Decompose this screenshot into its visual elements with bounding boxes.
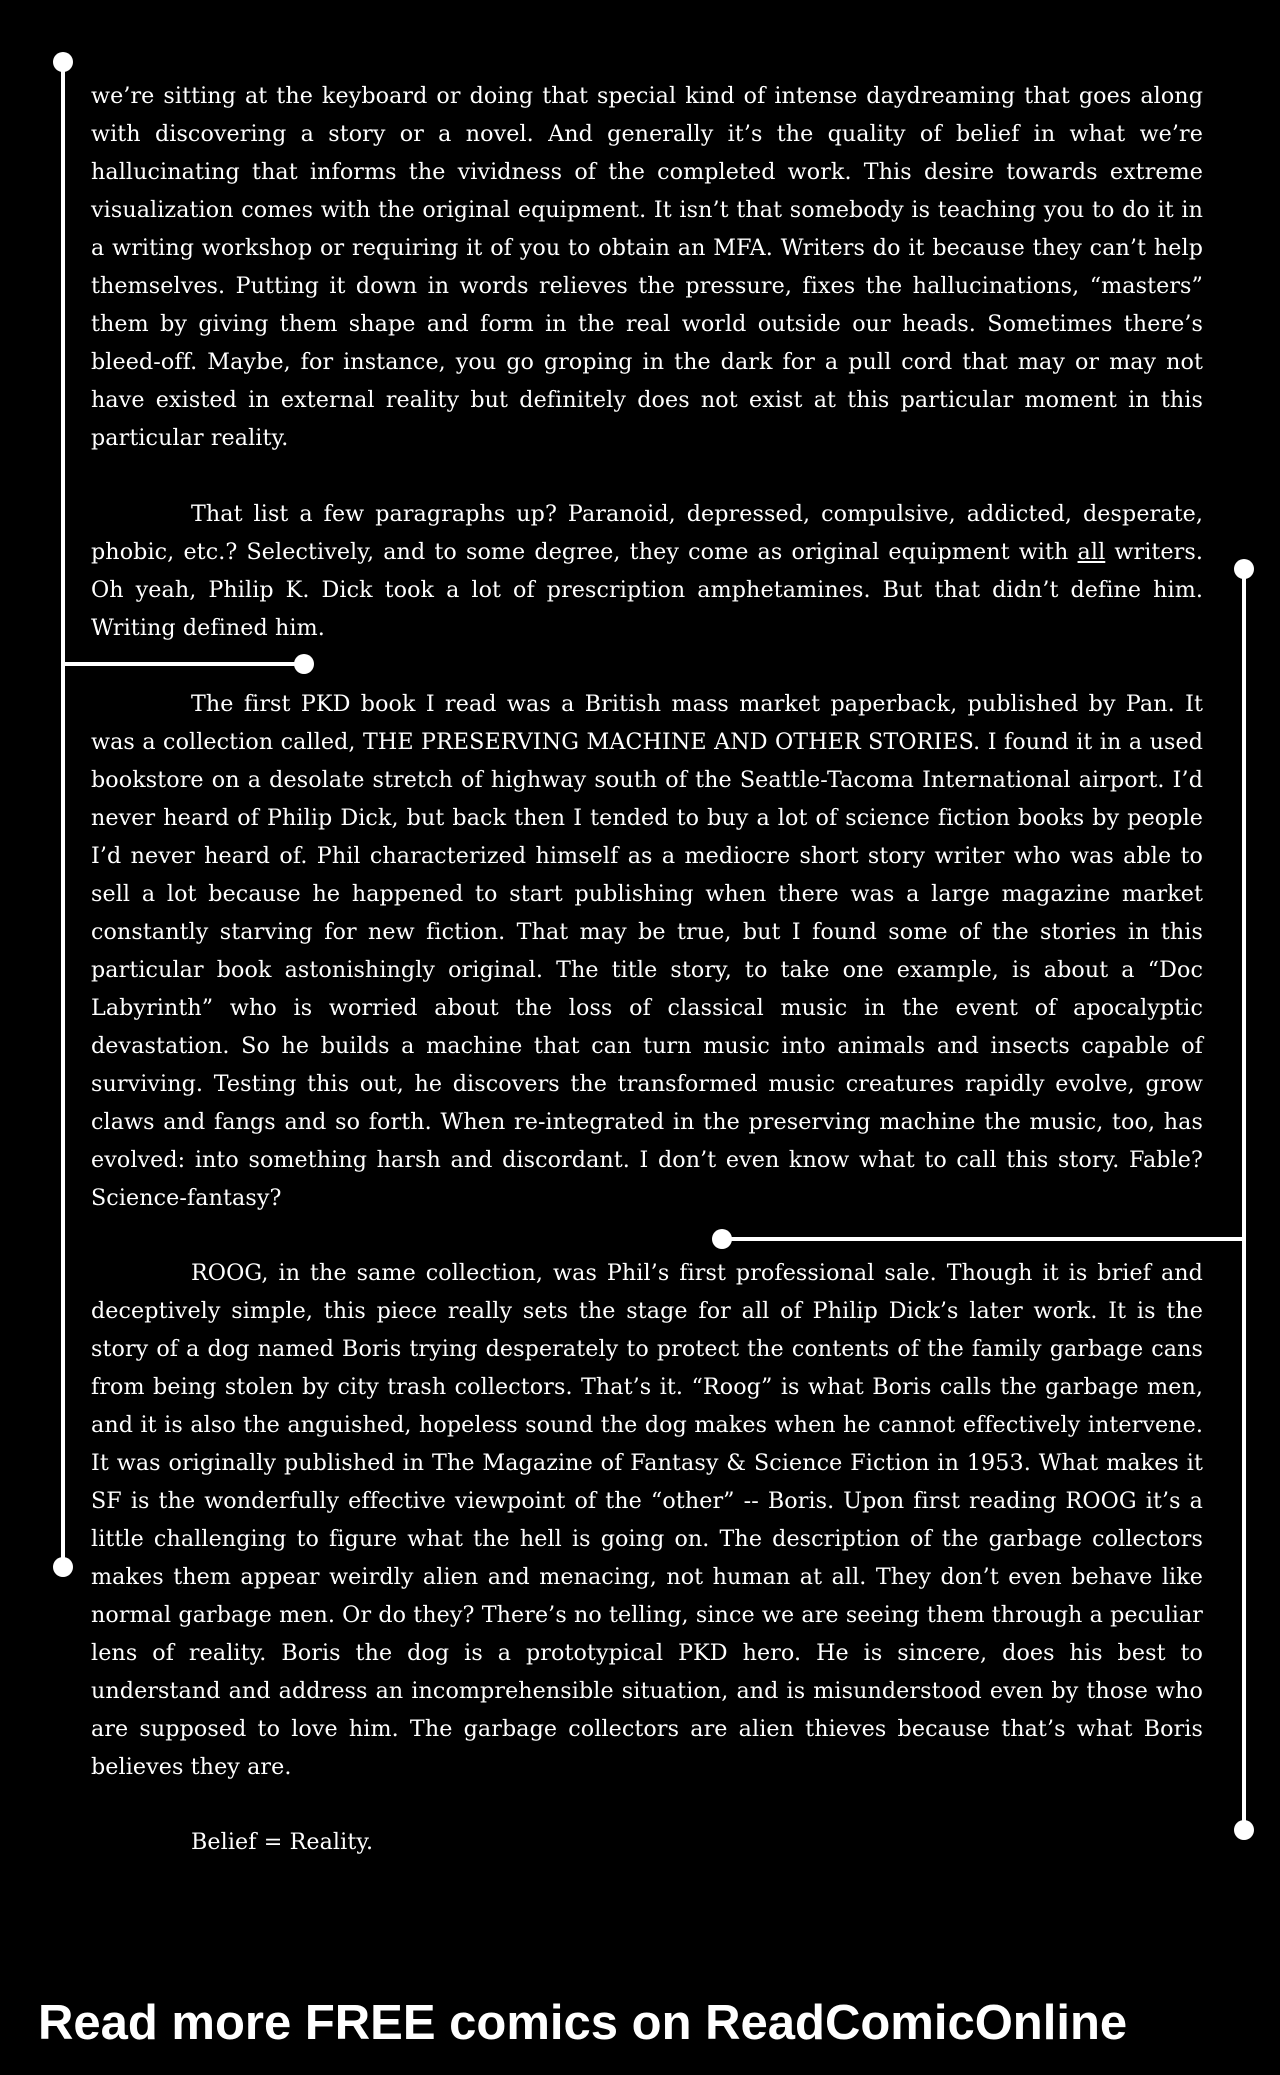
paragraph-2-after: writers. Oh yeah, Philip K. Dick took a lot of prescription amphetamines. But that didn’t define him. Writing defined him. [91,539,1203,641]
paragraph-1: we’re sitting at the keyboard or doing that special kind of intense daydreaming that goes along with discovering a story or a novel. And generally it’s the quality of belief in what we’re hallucinating that informs the vividness of the completed work. This desire towards extreme visualization comes with the original equipment. It isn’t that somebody is teaching you to do it in a writing workshop or requiring it of you to obtain an MFA. Writers do it because they can’t help themselves. Putting it down in words relieves the pressure, fixes the hallucinations, “masters” them by giving them shape and form in the real world outside our heads. Sometimes there’s bleed-off. Maybe, for instance, you go groping in the dark for a pull cord that may or may not have existed in external reality but definitely does not exist at this particular moment in this particular reality. [91,83,1203,451]
paragraph-3: The first PKD book I read was a British mass market paperback, published by Pan. It was a collection called, THE PRESERVING MACHINE AND OTHER STORIES. I found it in a used bookstore on a desolate stretch of highway south of the Seattle-Tacoma International airport. I’d never heard of Philip Dick, but back then I tended to buy a lot of science fiction books by people I’d never heard of. Phil characterized himself as a mediocre short story writer who was able to sell a lot because he happened to start publishing when there was a large magazine market constantly starving for new fiction. That may be true, but I found some of the stories in this particular book astonishingly original. The title story, to take one example, is about a “Doc Labyrinth” who is worried about the loss of classical music in the event of apocalyptic devastation. So he builds a machine that can turn music into animals and insects capable of surviving. Testing this out, he discovers the transformed music creatures rapidly evolve, grow claws and fangs and so forth. When re-integrated in the preserving machine the music, too, has evolved: into something harsh and discordant. I don’t even know what to call this story. Fable? Science-fantasy? [91,691,1203,1211]
paragraph-2-before: That list a few paragraphs up? Paranoid, depressed, compulsive, addicted, desperate, phobic, etc.? Selectively, and to some degree, they come as original equipment with [91,501,1203,565]
paragraph-4: ROOG, in the same collection, was Phil’s first professional sale. Though it is brief and deceptively simple, this piece really sets the stage for all of Philip Dick’s later work. It is the story of a dog named Boris trying desperately to protect the contents of the family garbage cans from being stolen by city trash collectors. That’s it. “Roog” is what Boris calls the garbage men, and it is also the anguished, hopeless sound the dog makes when he cannot effectively intervene. It was originally published in The Magazine of Fantasy & Science Fiction in 1953. What makes it SF is the wonderfully effective viewpoint of the “other” -- Boris. Upon first reading ROOG it’s a little challenging to figure what the hell is going on. The description of the garbage collectors makes them appear weirdly alien and menacing, not human at all. They don’t even behave like normal garbage men. Or do they? There’s no telling, since we are seeing them through a peculiar lens of reality. Boris the dog is a prototypical PKD hero. He is sincere, does his best to understand and address an incomprehensible situation, and is misunderstood even by those who are supposed to love him. The garbage collectors are alien thieves because that’s what Boris believes they are. [91,1260,1203,1780]
closing-line: Belief = Reality. [191,1829,374,1855]
paragraph-2-underlined-word: all [1077,539,1106,565]
paragraph-2 [91,495,1203,647]
watermark-footer-text: Read more FREE comics on ReadComicOnline [38,1996,1128,2050]
